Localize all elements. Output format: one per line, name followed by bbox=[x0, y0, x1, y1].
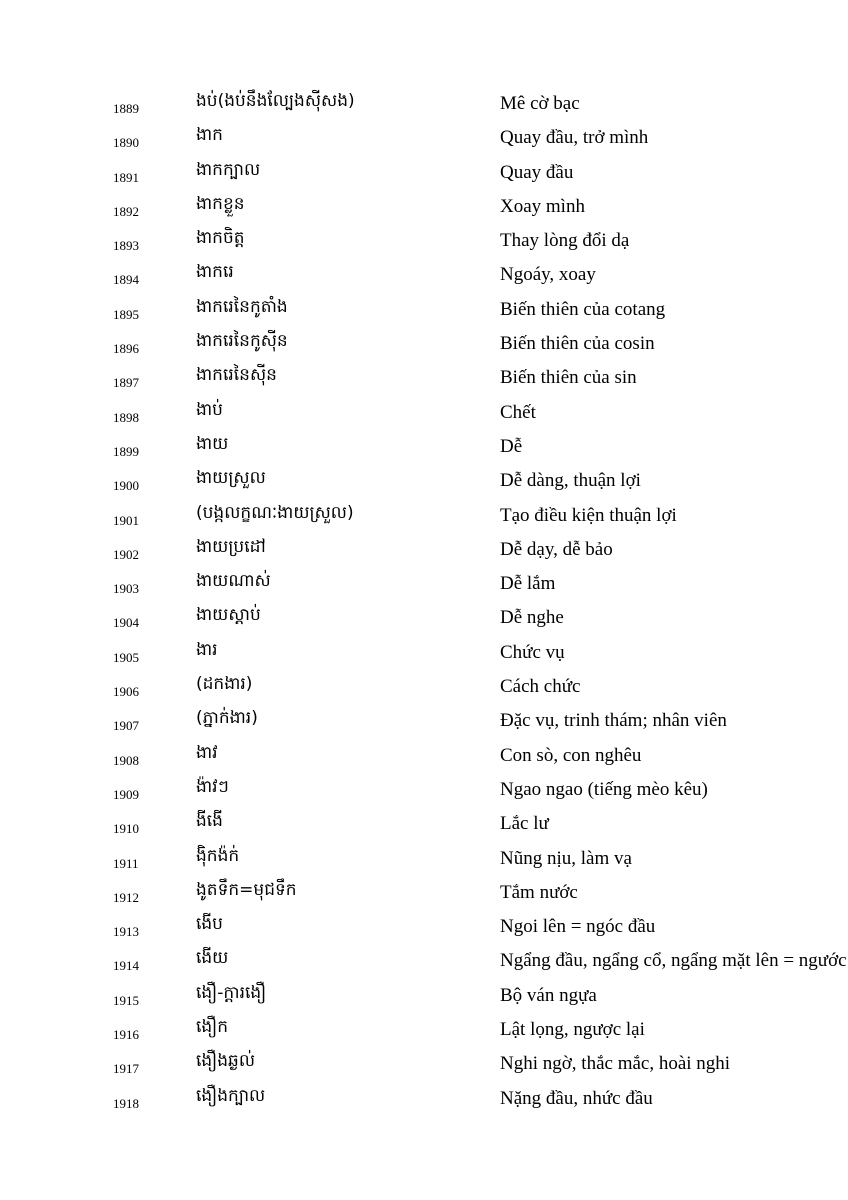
entry-number: 1893 bbox=[113, 238, 139, 254]
vietnamese-translation: Quay đầu bbox=[500, 161, 574, 183]
entry-number: 1916 bbox=[113, 1027, 139, 1043]
khmer-term: ងាវ bbox=[196, 742, 218, 763]
vietnamese-translation: Ngẩng đầu, ngẩng cổ, ngẩng mặt lên = ngước bbox=[500, 950, 847, 972]
entry-number: 1909 bbox=[113, 786, 139, 802]
khmer-term: ងាករេនៃកូស៊ីន bbox=[196, 331, 288, 352]
khmer-term: ង៉ាវៗ bbox=[196, 776, 229, 797]
entry-number: 1896 bbox=[113, 341, 139, 357]
entry-number: 1906 bbox=[113, 684, 139, 700]
khmer-term: ងាយ bbox=[196, 433, 229, 454]
entry-number: 1897 bbox=[113, 375, 139, 391]
entry-number: 1894 bbox=[113, 272, 139, 288]
entry-number: 1889 bbox=[113, 101, 139, 116]
dictionary-entry bbox=[0, 499, 848, 533]
dictionary-entry bbox=[0, 1047, 848, 1081]
vietnamese-translation: Con sò, con nghêu bbox=[500, 744, 642, 766]
khmer-term: ងូតទឹក=មុជទឹក bbox=[196, 879, 297, 900]
khmer-term: ងាកក្បាល bbox=[196, 159, 261, 180]
dictionary-entry bbox=[0, 224, 848, 258]
dictionary-entry bbox=[0, 87, 848, 121]
entry-number: 1895 bbox=[113, 306, 139, 322]
dictionary-entry bbox=[0, 773, 848, 807]
vietnamese-translation: Tạo điều kiện thuận lợi bbox=[500, 504, 677, 526]
dictionary-entry bbox=[0, 258, 848, 292]
entry-number: 1901 bbox=[113, 512, 139, 528]
vietnamese-translation: Dễ dạy, dễ bảo bbox=[500, 538, 613, 560]
khmer-term: (ដកងារ) bbox=[196, 674, 253, 695]
entry-number: 1890 bbox=[113, 135, 139, 151]
vietnamese-translation: Tắm nước bbox=[500, 881, 578, 903]
vietnamese-translation: Thay lòng đổi dạ bbox=[500, 230, 630, 252]
khmer-term: ងឿក bbox=[196, 1017, 229, 1038]
vietnamese-translation: Lắc lư bbox=[500, 813, 549, 835]
entry-number: 1905 bbox=[113, 649, 139, 665]
khmer-term: ងីងើ bbox=[196, 811, 223, 832]
dictionary-entry bbox=[0, 979, 848, 1013]
vietnamese-translation: Đặc vụ, trinh thám; nhân viên bbox=[500, 710, 727, 732]
entry-number: 1912 bbox=[113, 889, 139, 905]
dictionary-entry bbox=[0, 739, 848, 773]
dictionary-entry bbox=[0, 842, 848, 876]
entry-number: 1902 bbox=[113, 546, 139, 562]
khmer-term: ងាករេ bbox=[196, 262, 234, 283]
dictionary-entry bbox=[0, 190, 848, 224]
vietnamese-translation: Cách chức bbox=[500, 676, 581, 698]
dictionary-entry bbox=[0, 876, 848, 910]
entry-number: 1903 bbox=[113, 581, 139, 597]
khmer-term: ងារ bbox=[196, 639, 218, 660]
dictionary-entry bbox=[0, 327, 848, 361]
dictionary-entry bbox=[0, 1082, 848, 1116]
entry-number: 1904 bbox=[113, 615, 139, 631]
entry-number: 1917 bbox=[113, 1061, 139, 1077]
entry-number: 1908 bbox=[113, 752, 139, 768]
vietnamese-translation: Biến thiên của cosin bbox=[500, 333, 655, 355]
khmer-term: (បង្កលក្ខណៈងាយស្រួល) bbox=[196, 502, 354, 523]
khmer-term: ងាករេនៃកូតាំង bbox=[196, 296, 288, 317]
khmer-term: ងាករេនៃស៊ីន bbox=[196, 365, 277, 386]
dictionary-entry bbox=[0, 430, 848, 464]
dictionary-entry bbox=[0, 807, 848, 841]
khmer-term: ងើប bbox=[196, 914, 223, 935]
dictionary-entry bbox=[0, 944, 848, 978]
vietnamese-translation: Nghi ngờ, thắc mắc, hoài nghi bbox=[500, 1053, 731, 1075]
vietnamese-translation: Nũng nịu, làm vạ bbox=[500, 847, 632, 869]
vietnamese-translation: Biến thiên của cotang bbox=[500, 298, 666, 320]
vietnamese-translation: Chết bbox=[500, 401, 536, 423]
dictionary-entry bbox=[0, 601, 848, 635]
dictionary-entry bbox=[0, 910, 848, 944]
dictionary-entry bbox=[0, 533, 848, 567]
khmer-term: ងាកចិត្ត bbox=[196, 228, 245, 249]
khmer-term: ងាប់ bbox=[196, 399, 223, 420]
khmer-term: ងាយប្រដៅ bbox=[196, 536, 266, 557]
entry-number: 1913 bbox=[113, 924, 139, 940]
vietnamese-translation: Bộ ván ngựa bbox=[500, 984, 597, 1006]
vietnamese-translation: Nặng đầu, nhức đầu bbox=[500, 1087, 653, 1109]
vietnamese-translation: Ngao ngao (tiếng mèo kêu) bbox=[500, 778, 708, 800]
vietnamese-translation: Biến thiên của sin bbox=[500, 367, 637, 389]
entry-number: 1915 bbox=[113, 992, 139, 1008]
khmer-term: ងាកខ្លួន bbox=[196, 193, 245, 214]
entry-number: 1892 bbox=[113, 203, 139, 219]
khmer-term: ងឿងឆ្ងល់ bbox=[196, 1051, 256, 1072]
vietnamese-translation: Ngoi lên = ngóc đầu bbox=[500, 916, 656, 938]
khmer-term: ងឿងក្បាល bbox=[196, 1085, 266, 1106]
dictionary-entry bbox=[0, 156, 848, 190]
vietnamese-translation: Chức vụ bbox=[500, 641, 565, 663]
vietnamese-translation: Xoay mình bbox=[500, 195, 585, 217]
khmer-term: ងឿ-ក្តារងឿ bbox=[196, 982, 267, 1003]
vietnamese-translation: Quay đầu, trở mình bbox=[500, 127, 649, 149]
dictionary-entry bbox=[0, 396, 848, 430]
entry-number: 1911 bbox=[113, 855, 139, 871]
dictionary-entry bbox=[0, 361, 848, 395]
dictionary-entry bbox=[0, 567, 848, 601]
dictionary-entry bbox=[0, 121, 848, 155]
entry-list bbox=[0, 87, 848, 1116]
entry-number: 1900 bbox=[113, 478, 139, 494]
vietnamese-translation: Dễ lắm bbox=[500, 573, 556, 595]
entry-number: 1891 bbox=[113, 169, 139, 185]
vietnamese-translation: Dễ dàng, thuận lợi bbox=[500, 470, 641, 492]
khmer-term: ងាយស្រួល bbox=[196, 468, 266, 489]
dictionary-entry bbox=[0, 464, 848, 498]
vietnamese-translation: Ngoáy, xoay bbox=[500, 264, 596, 286]
khmer-term: ងាយស្តាប់ bbox=[196, 605, 261, 626]
khmer-term: ងាយណាស់ bbox=[196, 571, 271, 592]
khmer-term: ងាក bbox=[196, 125, 223, 146]
entry-number: 1918 bbox=[113, 1095, 139, 1111]
khmer-term: ង៉ិកង៉ក់ bbox=[196, 845, 240, 866]
entry-number: 1910 bbox=[113, 821, 139, 837]
khmer-term: (ភ្នាក់ងារ) bbox=[196, 708, 258, 729]
entry-number: 1907 bbox=[113, 718, 139, 734]
khmer-term: ងប់(ងប់នឹងល្បែងស៊ីសង) bbox=[196, 91, 355, 111]
entry-number: 1899 bbox=[113, 443, 139, 459]
entry-number: 1914 bbox=[113, 958, 139, 974]
vietnamese-translation: Mê cờ bạc bbox=[500, 93, 580, 114]
vietnamese-translation: Lật lọng, ngược lại bbox=[500, 1019, 645, 1041]
khmer-term: ងើយ bbox=[196, 948, 229, 969]
vietnamese-translation: Dễ bbox=[500, 435, 523, 457]
vietnamese-translation: Dễ nghe bbox=[500, 607, 564, 629]
dictionary-entry bbox=[0, 636, 848, 670]
dictionary-entry bbox=[0, 1013, 848, 1047]
entry-number: 1898 bbox=[113, 409, 139, 425]
dictionary-entry bbox=[0, 704, 848, 738]
dictionary-entry bbox=[0, 293, 848, 327]
dictionary-entry bbox=[0, 670, 848, 704]
